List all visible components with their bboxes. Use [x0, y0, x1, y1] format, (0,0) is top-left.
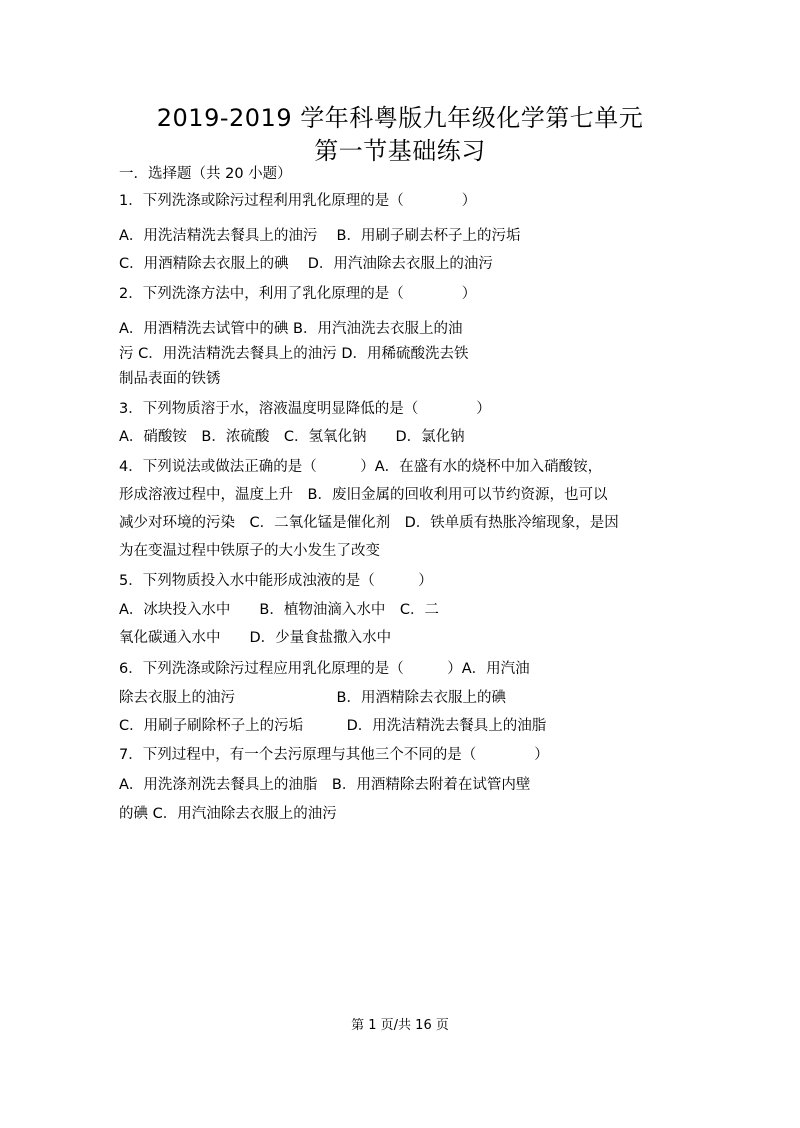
- question-6-options-line-2: C．用刷子刷除杯子上的污垢 D．用洗洁精洗去餐具上的油脂: [119, 718, 547, 734]
- question-2: 2．下列洗涤方法中，利用了乳化原理的是（ ）: [119, 286, 477, 302]
- question-7-options-line-2: 的碘 C．用汽油除去衣服上的油污: [119, 806, 337, 822]
- question-1-options-a-b: A．用洗洁精洗去餐具上的油污 B．用刷子刷去杯子上的污垢: [119, 228, 521, 244]
- document-title-line-2: 第一节基础练习: [314, 137, 486, 165]
- question-4-line-1: 4．下列说法或做法正确的是（ ）A．在盛有水的烧杯中加入硝酸铵，: [119, 459, 603, 475]
- question-2-options-line-2: 污 C．用洗洁精洗去餐具上的油污 D．用稀硫酸洗去铁: [119, 346, 469, 362]
- page-number-footer: 第 1 页/共 16 页: [351, 1018, 449, 1033]
- document-title-line-1: 2019-2019 学年科粤版九年级化学第七单元: [156, 104, 644, 132]
- question-4-line-2: 形成溶液过程中，温度上升 B．废旧金属的回收利用可以节约资源，也可以: [119, 487, 608, 503]
- question-7: 7．下列过程中，有一个去污原理与其他三个不同的是（ ）: [119, 747, 549, 763]
- question-1-options-c-d: C．用酒精除去衣服上的碘 D．用汽油除去衣服上的油污: [119, 256, 493, 272]
- question-5: 5．下列物质投入水中能形成浊液的是（ ）: [119, 573, 433, 589]
- question-2-options-line-3: 制品表面的铁锈: [119, 371, 221, 387]
- question-4-line-4: 为在变温过程中铁原子的大小发生了改变: [119, 543, 380, 559]
- question-6-options-line-1: 除去衣服上的油污 B．用酒精除去衣服上的碘: [119, 690, 506, 706]
- question-3: 3．下列物质溶于水，溶液温度明显降低的是（ ）: [119, 401, 491, 417]
- question-5-options-line-1: A．冰块投入水中 B．植物油滴入水中 C．二: [119, 602, 439, 618]
- question-2-options-line-1: A．用酒精洗去试管中的碘 B．用汽油洗去衣服上的油: [119, 321, 463, 337]
- question-3-options: A．硝酸铵 B．浓硫酸 C．氢氧化钠 D．氯化钠: [119, 429, 465, 445]
- question-6: 6．下列洗涤或除污过程应用乳化原理的是（ ）A．用汽油: [119, 661, 530, 677]
- question-7-options-line-1: A．用洗涤剂洗去餐具上的油脂 B．用酒精除去附着在试管内壁: [119, 777, 531, 793]
- section-heading: 一．选择题（共 20 小题）: [119, 166, 292, 182]
- question-4-line-3: 减少对环境的污染 C．二氧化锰是催化剂 D．铁单质有热胀冷缩现象，是因: [119, 515, 619, 531]
- question-1: 1．下列洗涤或除污过程利用乳化原理的是（ ）: [119, 193, 477, 209]
- question-5-options-line-2: 氧化碳通入水中 D．少量食盐撒入水中: [119, 630, 392, 646]
